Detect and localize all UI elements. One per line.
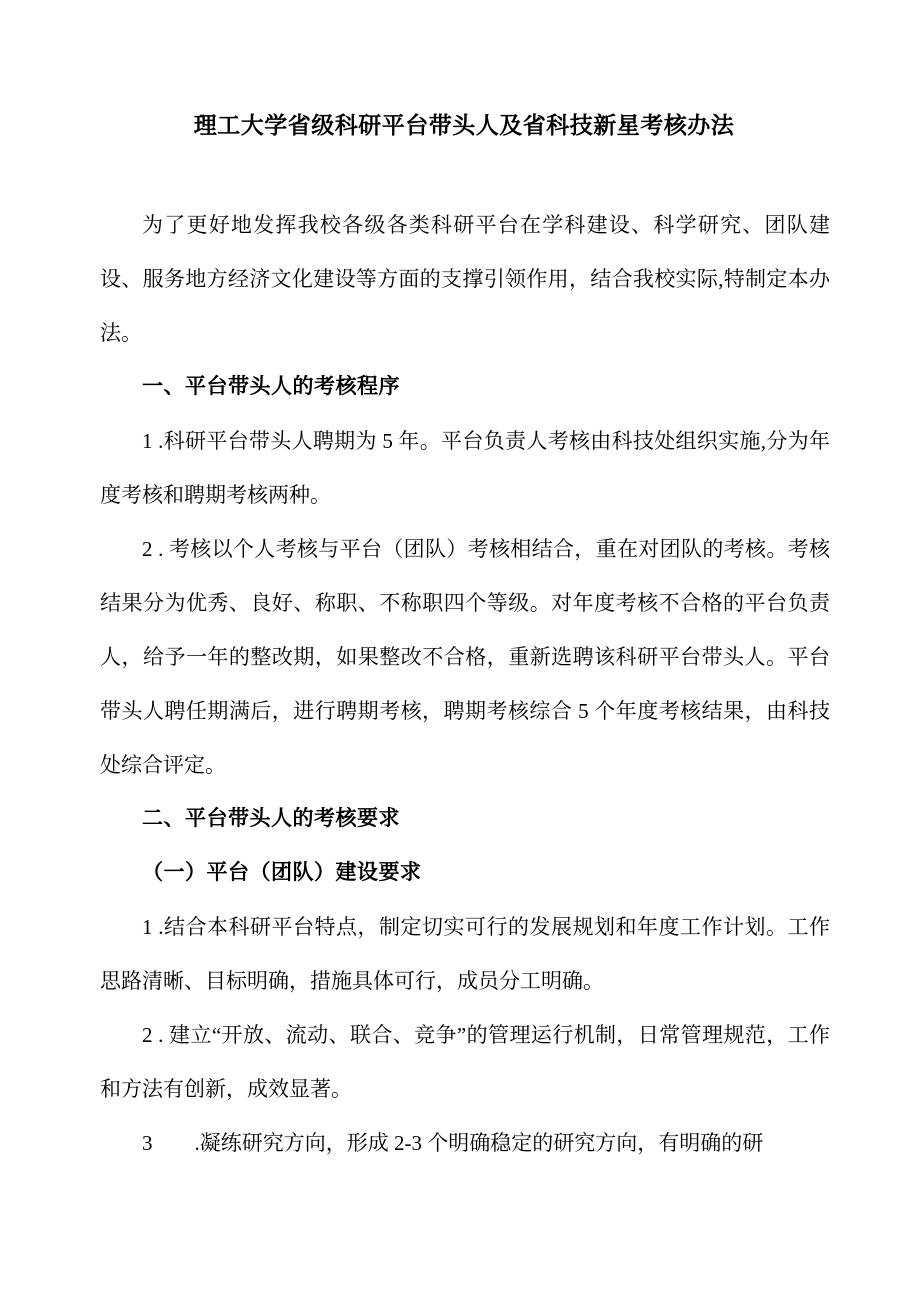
- section2-subheading-1: （一）平台（团队）建设要求: [142, 861, 422, 884]
- document-title: 理工大学省级科研平台带头人及省科技新星考核办法: [193, 112, 735, 138]
- document-body: [100, 198, 830, 1170]
- section1-item-1: 1 .科研平台带头人聘期为 5 年。平台负责人考核由科技处组织实施,分为年度考核和聘期考核两种。: [100, 429, 830, 507]
- section2-item-3-truncated: 3 .凝练研究方向，形成 2-3 个明确稳定的研究方向，有明确的研: [142, 1131, 764, 1155]
- section-heading-1: 一、平台带头人的考核程序: [142, 375, 400, 398]
- section2-item-1: 1 .结合本科研平台特点，制定切实可行的发展规划和年度工作计划。工作思路清晰、目标明确，措施具体可行，成员分工明确。: [100, 915, 830, 993]
- section-heading-2: 二、平台带头人的考核要求: [142, 807, 400, 830]
- section2-item-2: 2 . 建立“开放、流动、联合、竞争”的管理运行机制，日常管理规范，工作和方法有创新，成效显著。: [100, 1023, 830, 1101]
- section1-item-2: 2 . 考核以个人考核与平台（团队）考核相结合，重在对团队的考核。考核结果分为优秀、良好、称职、不称职四个等级。对年度考核不合格的平台负责人，给予一年的整改期，如果整改不合格，重新选聘该科研平台带头人。平台带头人聘任期满后，进行聘期考核，聘期考核综合 5 个年度考核结果，由科技处综合评定。: [100, 537, 830, 777]
- intro-paragraph: 为了更好地发挥我校各级各类科研平台在学科建设、科学研究、团队建设、服务地方经济文化建设等方面的支撑引领作用，结合我校实际,特制定本办法。: [100, 213, 830, 345]
